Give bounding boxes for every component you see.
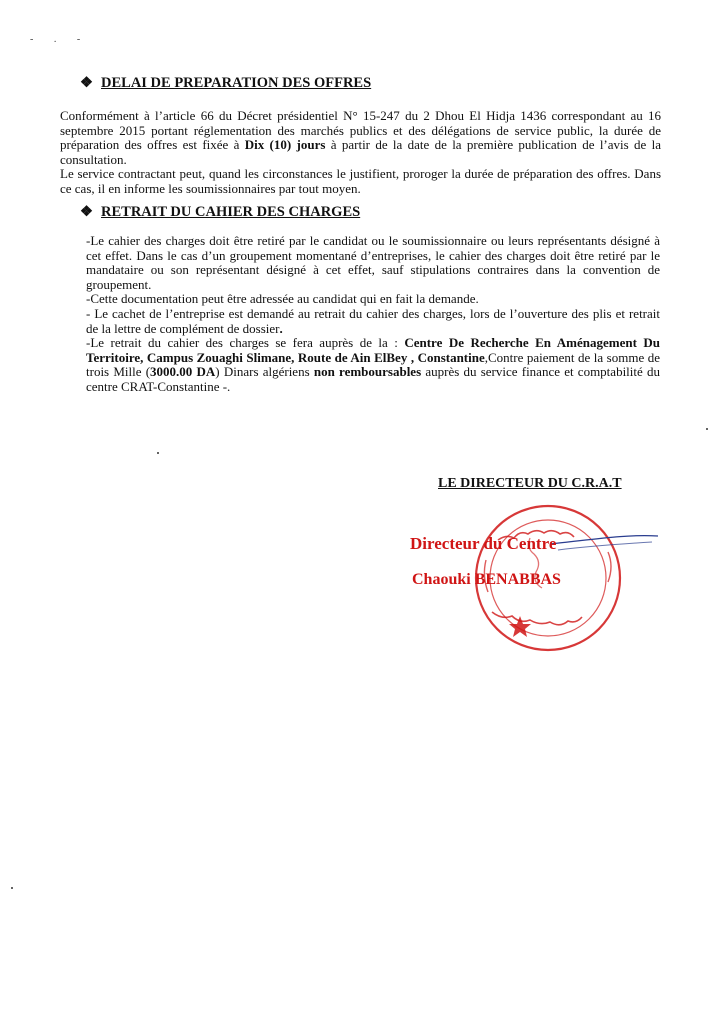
- scan-specks: - . -: [30, 34, 90, 45]
- scan-speck: [11, 887, 13, 889]
- diamond-bullet-icon: ❖: [80, 204, 93, 220]
- section-body-retrait: [86, 234, 660, 395]
- section-title: RETRAIT DU CAHIER DES CHARGES: [101, 204, 361, 220]
- scan-speck: [706, 428, 708, 430]
- paragraph: Conformément à l’article 66 du Décret présidentiel N° 15-247 du 2 Dhou El Hidja 1436 correspondant au 16 septembre 2015 portant réglementation des marchés publics et des délégations de service public, la durée de préparation des offres est fixée à Dix (10) jours à partir de la date de la première publication de l’avis de la consultation.: [60, 108, 661, 167]
- paragraph: Le service contractant peut, quand les circonstances le justifient, proroger la durée de préparation des offres. Dans ce cas, il en informe les soumissionnaires par tout moyen.: [60, 166, 661, 196]
- diamond-bullet-icon: ❖: [80, 75, 93, 91]
- section-heading-delai: [80, 76, 371, 91]
- section-heading-retrait: [80, 205, 360, 220]
- paragraph: -Cette documentation peut être adressée au candidat qui en fait la demande.: [86, 291, 479, 307]
- signature-title: LE DIRECTEUR DU C.R.A.T: [438, 476, 622, 491]
- section-title: DELAI DE PREPARATION DES OFFRES: [101, 75, 372, 91]
- signature-line-name: Chaouki BENABBAS: [412, 571, 561, 588]
- section-body-delai: [60, 109, 661, 197]
- paragraph: - Le cachet de l’entreprise est demandé au retrait du cahier des charges, lors de l’ouverture des plis et retrait de la lettre de complément de dossier.: [86, 305, 660, 336]
- paragraph: -Le cahier des charges doit être retiré par le candidat ou le soumissionnaire ou leurs représentants désigné à cet effet. Dans le cas d’un groupement momentané d’entreprises, le cahier des charges doit être retiré par le mandataire ou son représentant désigné à cet effet, sauf stipulations contraires dans la convention de groupement.: [86, 233, 660, 292]
- scan-speck: [157, 452, 159, 454]
- signature-line-title: Directeur du Centre: [410, 534, 557, 553]
- paragraph: -Le retrait du cahier des charges se fera auprès de la : Centre De Recherche En Aménagement Du Territoire, Campus Zouaghi Slimane, Route de Ain ElBey , Constantine,Contre paiement de la somme de trois Mille (3000.00 DA) Dinars algériens non remboursables auprès du service finance et comptabilité du centre CRAT-Constantine -.: [86, 335, 661, 394]
